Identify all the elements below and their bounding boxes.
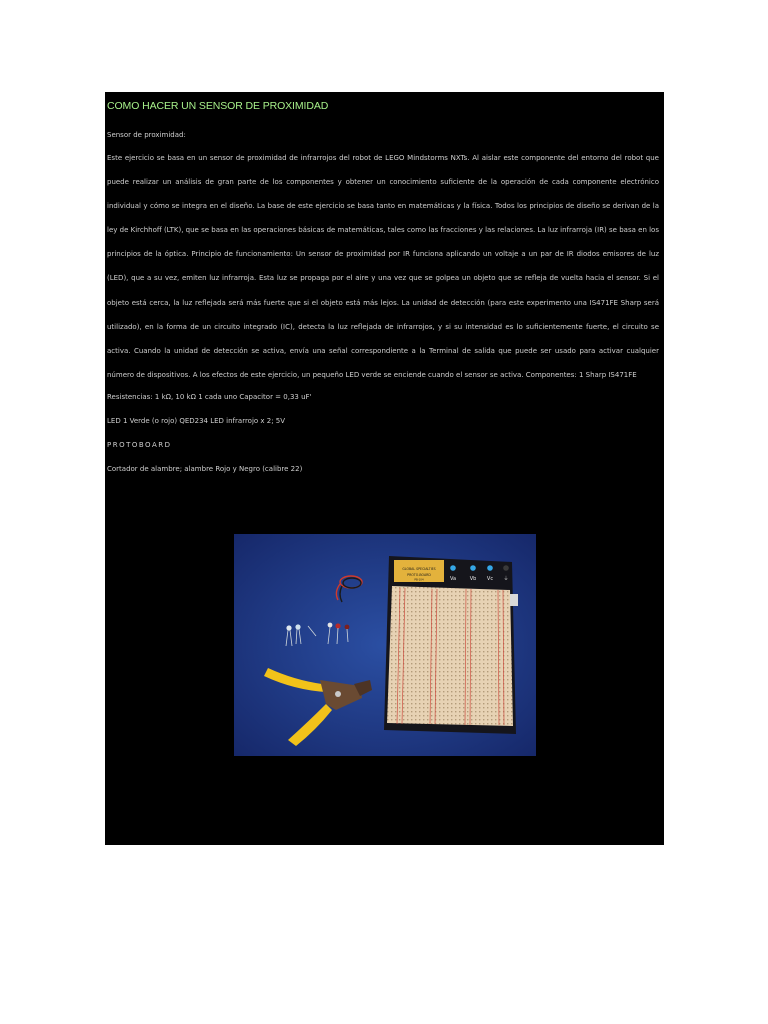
terminal-post xyxy=(503,565,509,571)
breadboard-model: PROTO-BOARD xyxy=(407,573,431,577)
components-photo xyxy=(234,534,536,756)
breadboard xyxy=(384,556,518,734)
page-title: COMO HACER UN SENSOR DE PROXIMIDAD xyxy=(107,100,329,112)
cortador-line: Cortador de alambre; alambre Rojo y Negro (calibre 22) xyxy=(107,465,303,473)
terminal-post xyxy=(450,565,456,571)
terminal-post xyxy=(487,565,493,571)
resistencias-line: Resistencias: 1 kΩ, 10 kΩ 1 cada uno Capacitor = 0,33 uF' xyxy=(107,393,312,401)
document-panel xyxy=(105,92,664,845)
ground-icon: ⏚ xyxy=(503,576,509,582)
body-paragraph: Este ejercicio se basa en un sensor de proximidad de infrarrojos del robot de LEGO Mindstorms NXTs. Al aislar este componente del entorno del robot que puede realizar un análisis de gran parte de los componentes y obtener un conocimiento suficiente de la operación de cada componente electrónico individual y cómo se integra en el diseño. La base de este ejercicio se basa tanto en matemáticas y la física. Todos los principios de diseño se derivan de la ley de Kirchhoff (LTK), que se basa en las operaciones básicas de matemáticas, tales como las fracciones y las relaciones. La luz infrarroja (IR) se basa en los principios de la óptica. Principio de funcionamiento: Un sensor de proximidad por IR funciona aplicando un voltaje a un par de IR diodos emisores de luz (LED), que a su vez, emiten luz infrarroja. Esta luz se propaga por el aire y una vez que se golpea un objeto que se refleja de vuelta hacia el sensor. Si el objeto está cerca, la luz reflejada será más fuerte que si el objeto está más lejos. La unidad de detección (para este experimento una IS471FE Sharp será utilizado), en la forma de un circuito integrado (IC), detecta la luz reflejada de infrarrojos, y si su intensidad es lo suficientemente fuerte, el circuito se activa. Cuando la unidad de detección se activa, envía una señal correspondiente a la Terminal de salida que puede ser usado para activar cualquier número de dispositivos. A los efectos de este ejercicio, un pequeño LED verde se enciende cuando el sensor se activa. Componentes: 1 Sharp IS471FE xyxy=(107,154,659,379)
terminal-label-a: Va xyxy=(449,576,457,582)
protoboard-line: PROTOBOARD xyxy=(107,441,172,449)
terminal-label-b: Vb xyxy=(469,576,477,582)
led-line: LED 1 Verde (o rojo) QED234 LED infrarrojo x 2; 5V xyxy=(107,417,286,425)
terminal-post xyxy=(470,565,476,571)
section-subtitle: Sensor de proximidad: xyxy=(107,131,186,139)
breadboard-brand: GLOBAL SPECIALTIES xyxy=(402,567,436,571)
breadboard-sub: PB-104 xyxy=(414,578,424,582)
terminal-label-c: Vc xyxy=(486,576,494,582)
